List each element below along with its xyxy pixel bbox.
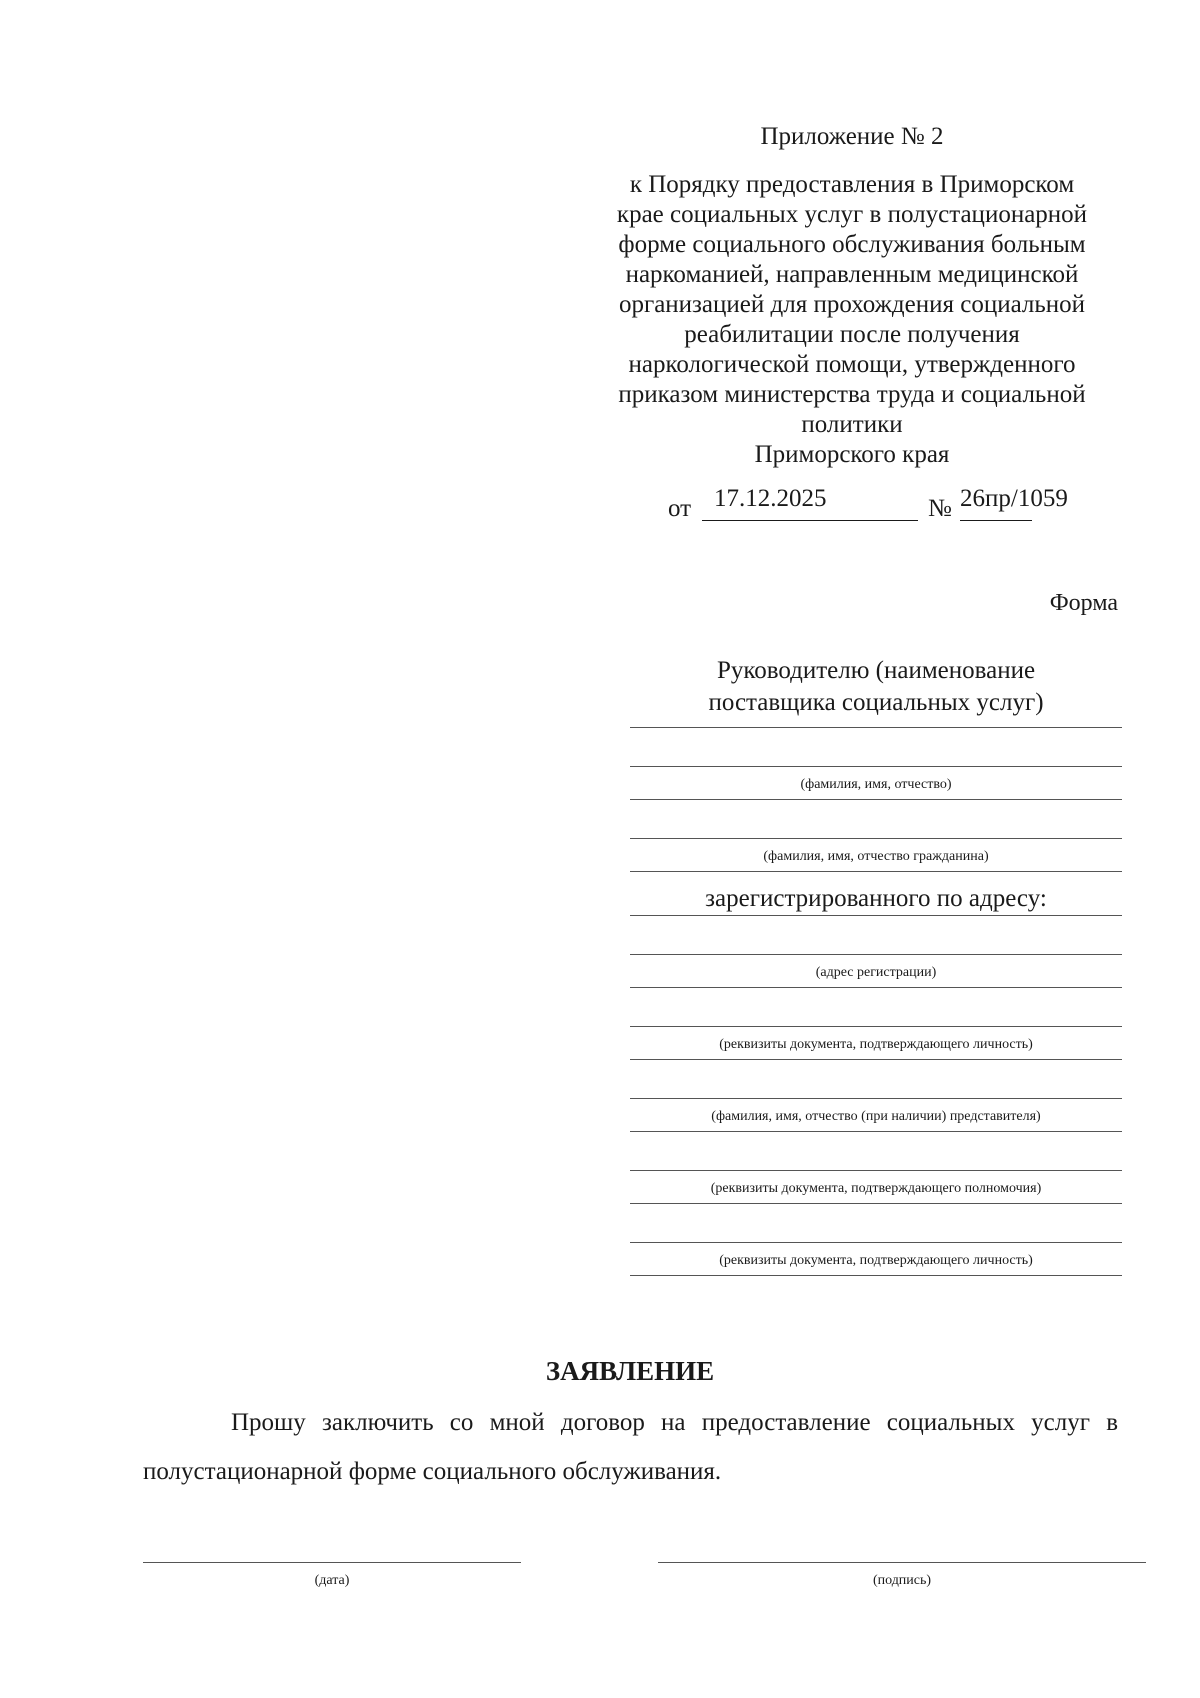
caption-id-document-2: (реквизиты документа, подтверждающего личность) <box>630 1243 1122 1276</box>
date-caption: (дата) <box>314 1573 350 1588</box>
appendix-line: приказом министерства труда и социальной <box>618 381 1086 408</box>
appendix-line: наркологической помощи, утвержденного <box>628 351 1076 378</box>
appendix-line: реабилитации после получения <box>684 321 1020 348</box>
appendix-line: политики <box>801 411 903 438</box>
blank-line <box>630 1060 1122 1099</box>
addressee-block <box>630 655 1122 1276</box>
appendix-block <box>578 122 1126 470</box>
appendix-line: наркоманией, направленным медицинской <box>625 261 1079 288</box>
order-number-field <box>960 484 1068 521</box>
date-signature-field <box>143 1562 521 1589</box>
appendix-line: организацией для прохождения социальной <box>618 291 1086 318</box>
order-date: 17.12.2025 <box>714 485 827 512</box>
statement-title: ЗАЯВЛЕНИЕ <box>545 1356 715 1386</box>
addressee-head-line: Руководителю (наименование <box>716 657 1036 684</box>
caption-representative-fio: (фамилия, имя, отчество (при наличии) представителя) <box>630 1099 1122 1132</box>
sign-signature-field <box>658 1562 1146 1589</box>
caption-address: (адрес регистрации) <box>630 955 1122 988</box>
appendix-line: крае социальных услуг в полустационарной <box>616 201 1088 228</box>
ot-label: от <box>668 495 692 522</box>
addressee-head-line: поставщика социальных услуг) <box>630 687 1122 728</box>
blank-line <box>630 800 1122 839</box>
statement-text-block <box>143 1398 1118 1496</box>
caption-id-document: (реквизиты документа, подтверждающего личность) <box>630 1027 1122 1060</box>
form-label: Форма <box>1049 590 1118 616</box>
caption-fio: (фамилия, имя, отчество) <box>630 767 1122 800</box>
caption-authority-document: (реквизиты документа, подтверждающего полномочия) <box>630 1171 1122 1204</box>
blank-line <box>630 1132 1122 1171</box>
appendix-line: к Порядку предоставления в Приморском <box>629 171 1075 198</box>
order-date-number <box>668 484 1088 520</box>
order-number: 26пр/1059 <box>960 485 1068 512</box>
registered-address-label: зарегистрированного по адресу: <box>630 872 1122 916</box>
sign-caption: (подпись) <box>872 1573 932 1588</box>
blank-line <box>630 1204 1122 1243</box>
blank-line <box>630 916 1122 955</box>
appendix-line: Приморского края <box>754 441 950 468</box>
number-sign-label: № <box>928 495 952 522</box>
order-date-field <box>702 484 918 521</box>
statement-text: Прошу заключить со мной договор на предоставление социальных услуг в полустационарной форме социального обслуживания. <box>143 1409 1118 1485</box>
appendix-line: форме социального обслуживания больным <box>618 231 1086 258</box>
appendix-title: Приложение № 2 <box>760 123 944 150</box>
blank-line <box>630 728 1122 767</box>
caption-fio-citizen: (фамилия, имя, отчество гражданина) <box>630 839 1122 872</box>
blank-line <box>630 988 1122 1027</box>
